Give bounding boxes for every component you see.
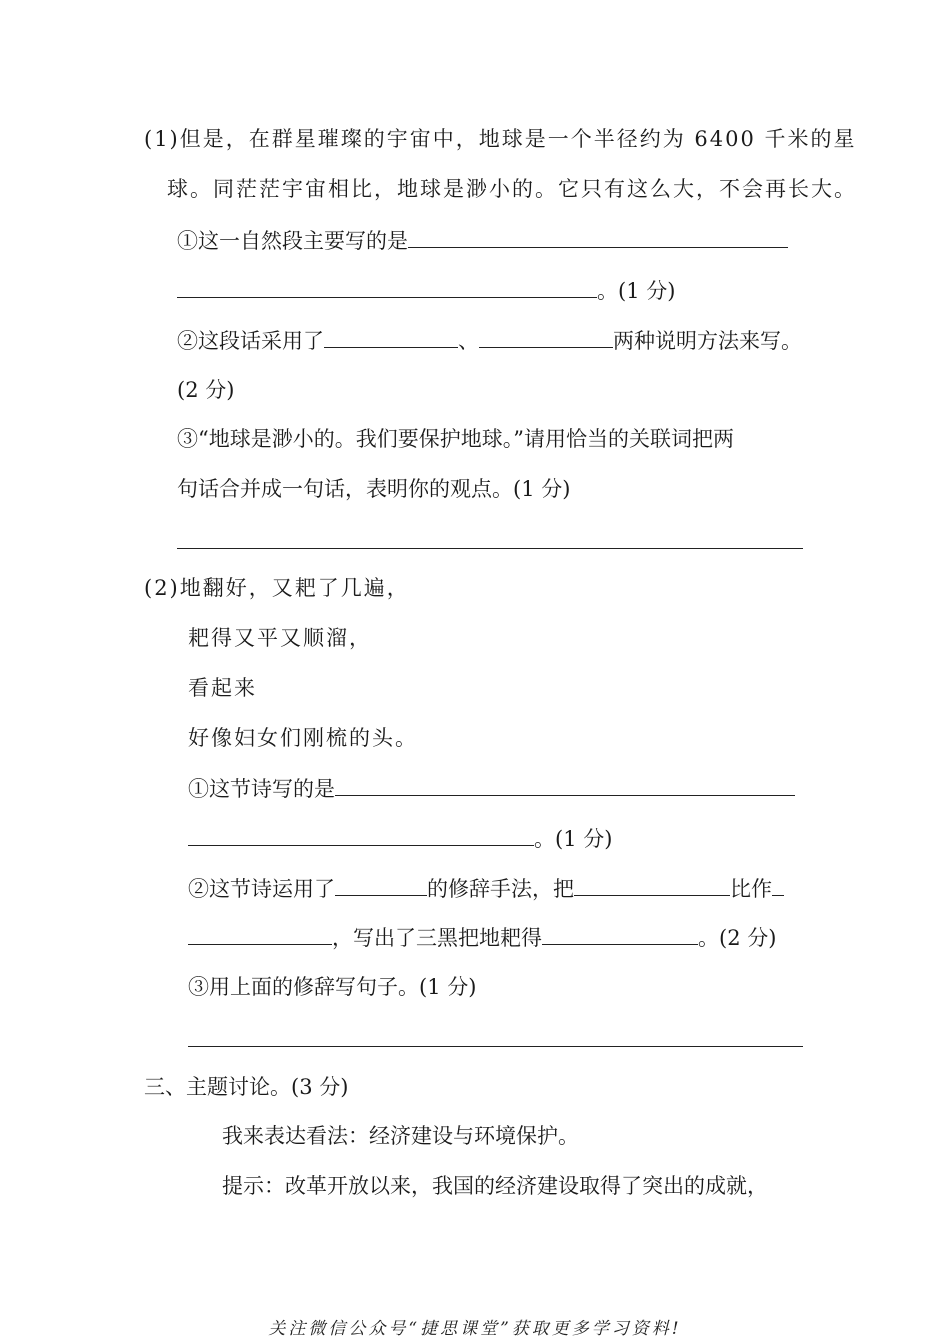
q2-sub2 (188, 873, 784, 904)
section3-heading-text: 三、主题讨论。 (144, 1075, 291, 1099)
q1-sub2-blank-1[interactable] (324, 325, 458, 348)
q2-sub2-blank-5[interactable] (542, 922, 698, 945)
q2-sub2-score: 。(2 分) (698, 926, 777, 950)
section3-heading-score: (3 分) (291, 1075, 349, 1099)
q1-sub3-line-1: ③“地球是渺小的。我们要保护地球。”请用恰当的关联词把两 (177, 427, 734, 451)
q1-paragraph-line-2: 球。同茫茫宇宙相比，地球是渺小的。它只有这么大，不会再长大。 (167, 177, 857, 201)
q1-paragraph-line-1: (1)但是，在群星璀璨的宇宙中，地球是一个半径约为 6400 千米的星 (144, 127, 857, 151)
q2-sub2-cont (188, 922, 776, 953)
q2-sub2-pre: ②这节诗运用了 (188, 877, 335, 901)
q1-sub1-blank-2[interactable] (177, 275, 597, 298)
q2-sub2-mid3: ，写出了三黑把地耙得 (332, 926, 542, 950)
q1-sub2-sep: 、 (458, 329, 479, 353)
q1-sub3-line-2: 句话合并成一句话，表明你的观点。(1 分) (177, 477, 571, 501)
q2-sub1-blank-1[interactable] (335, 773, 795, 796)
q2-poem-line-4: 好像妇女们刚梳的头。 (188, 726, 418, 750)
q1-sub1-blank-1[interactable] (408, 225, 788, 248)
q2-poem-line-3: 看起来 (188, 676, 257, 700)
q2-sub2-mid1: 的修辞手法，把 (427, 877, 574, 901)
q2-sub1-score: 。(1 分) (534, 827, 613, 851)
q1-sub2 (177, 325, 802, 356)
q2-sub2-mid2: 比作 (730, 877, 772, 901)
q1-sub2-pre: ②这段话采用了 (177, 329, 324, 353)
q1-sub1-text: ①这一自然段主要写的是 (177, 229, 408, 253)
q1-sub2-blank-2[interactable] (479, 325, 613, 348)
q2-sub2-blank-3[interactable] (772, 873, 784, 896)
q2-sub2-blank-4[interactable] (188, 922, 332, 945)
section3-line-2: 提示：改革开放以来，我国的经济建设取得了突出的成就， (222, 1174, 768, 1198)
q2-sub3-text: ③用上面的修辞写句子。(1 分) (188, 975, 477, 999)
q2-sub2-blank-2[interactable] (574, 873, 730, 896)
q2-sub2-blank-1[interactable] (335, 873, 427, 896)
q2-poem-line-1: (2)地翻好，又耙了几遍， (144, 576, 410, 600)
q1-sub2-post: 两种说明方法来写。 (613, 329, 802, 353)
section3-line-1: 我来表达看法：经济建设与环境保护。 (222, 1124, 579, 1148)
q1-sub1 (177, 225, 788, 256)
footer-notice: 关注微信公众号“捷思课堂”获取更多学习资料! (268, 1319, 682, 1339)
q2-sub1-text: ①这节诗写的是 (188, 777, 335, 801)
q2-poem-line-2: 耙得又平又顺溜， (188, 626, 372, 650)
q2-sub1 (188, 773, 795, 804)
q2-sub1-cont (188, 823, 612, 854)
q1-sub1-score: 。(1 分) (597, 279, 676, 303)
q1-sub1-cont (177, 275, 675, 306)
q1-sub2-score: (2 分) (177, 378, 235, 402)
section3-heading (144, 1072, 348, 1102)
q2-sub3-answer-line[interactable] (188, 1046, 803, 1047)
q2-sub1-blank-2[interactable] (188, 823, 534, 846)
q1-sub3-answer-line[interactable] (177, 548, 803, 549)
